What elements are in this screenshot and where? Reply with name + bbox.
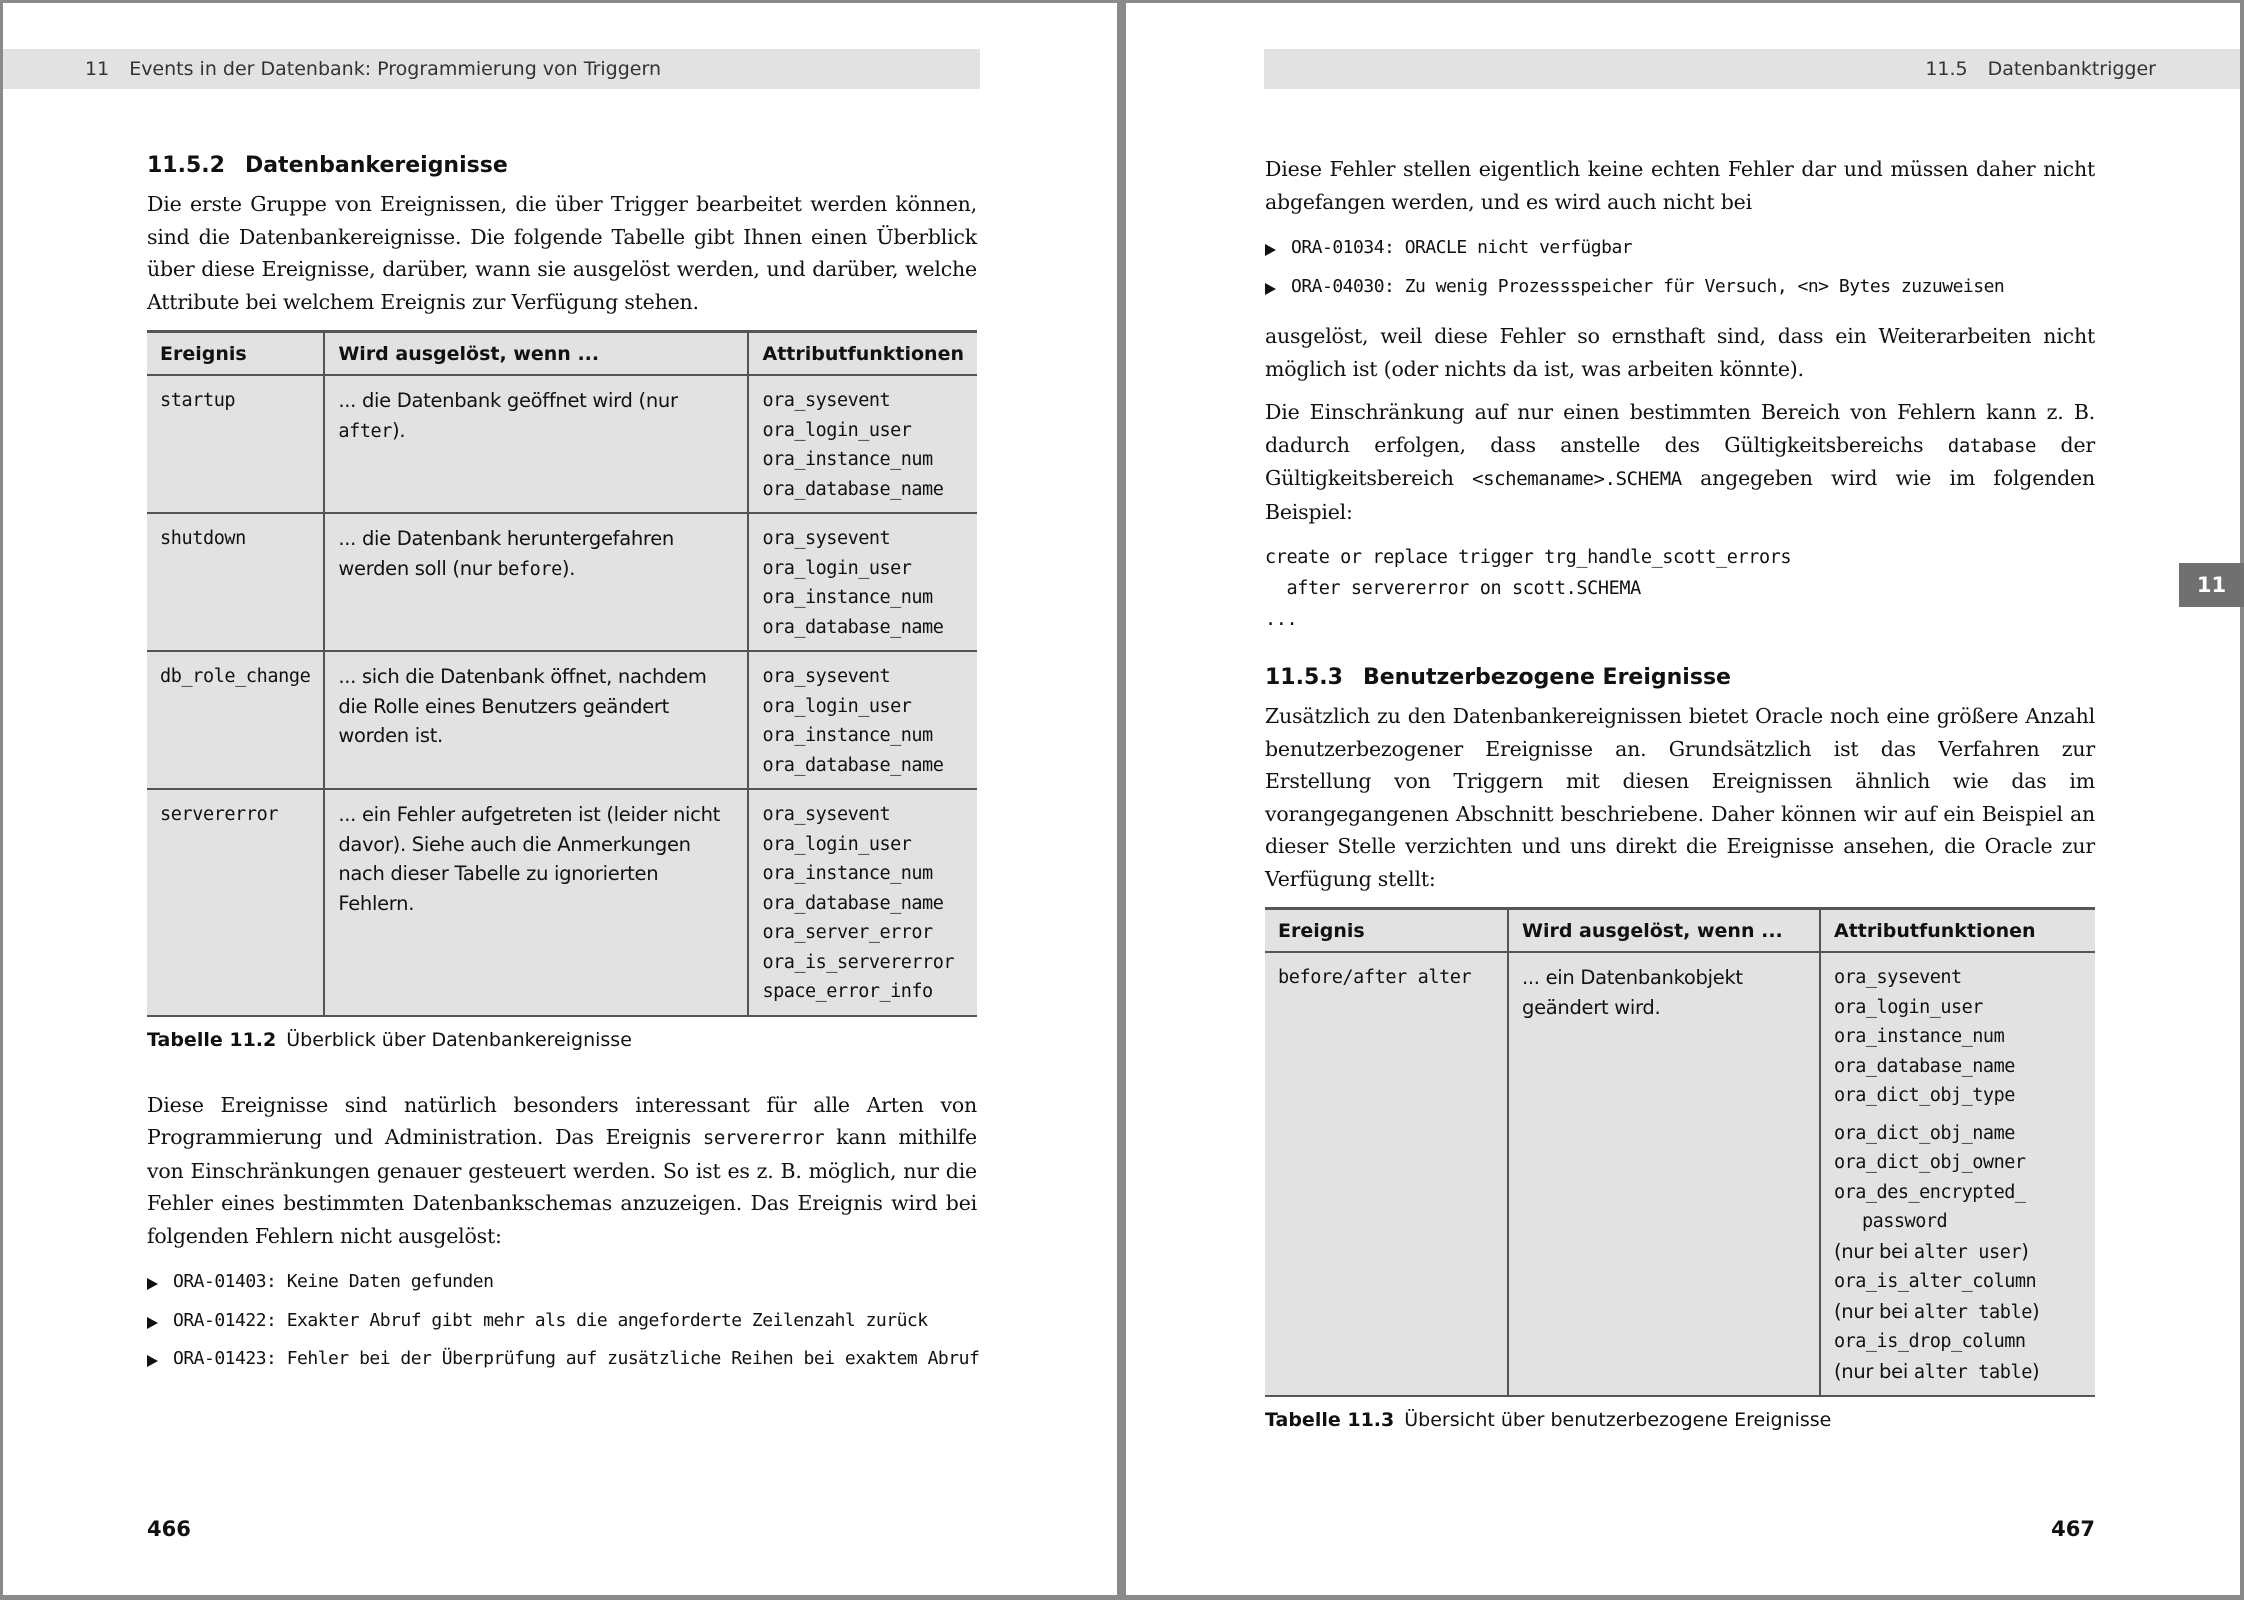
inline-code: servererror [702, 1127, 825, 1149]
description-cell: ... sich die Datenbank öffnet, nachdem die Rolle eines Benutzers geändert worden ist. [324, 651, 748, 789]
description-cell [324, 513, 748, 651]
attribute-item: ora_sysevent [762, 666, 891, 687]
note-code: alter table [1913, 1361, 2032, 1383]
attribute-item: ora_login_user [1834, 996, 1983, 1018]
attribute-item: ora_instance_num [1834, 1026, 2005, 1047]
attribute-item: ora_dict_obj_name [1834, 1122, 2015, 1144]
error-list [147, 1263, 980, 1379]
page-number: 467 [2051, 1517, 2095, 1541]
user-events-table [1265, 907, 2095, 1397]
attribute-item: ora_database_name [762, 478, 944, 500]
attributes-cell [748, 513, 977, 651]
attributes-cell [748, 789, 977, 1016]
attribute-item: ora_dict_obj_type [1834, 1085, 2015, 1106]
left-content [147, 153, 980, 1393]
body-paragraph: Zusätzlich zu den Datenbankereignissen bietet Oracle noch eine größere Anzahl benutzerbezogener Ereignisse an. Grundsätzlich ist das Verfahren zur Erstellung von Triggern mit diesen Ereignissen ähnlich wie das im vorangegangenen Abschnitt beschriebene. Daher können wir auf ein Beispiel an dieser Stelle verzichten und uns direkt die Ereignisse ansehen, die Oracle zur Verfügung stellt: [1265, 704, 2095, 891]
attribute-item: ora_database_name [762, 616, 944, 638]
list-item: ORA-01422: Exakter Abruf gibt mehr als die angeforderte Zeilenzahl zurück [147, 1302, 977, 1341]
table-header-cell: Ereignis [147, 332, 324, 376]
attribute-item: ora_instance_num [762, 863, 933, 884]
section-heading [1265, 665, 2095, 690]
attribute-note [1834, 1357, 2082, 1388]
table-row [147, 651, 977, 789]
attribute-item: ora_login_user [762, 557, 912, 579]
attribute-item: ora_is_servererror [762, 951, 954, 973]
section-heading [147, 153, 977, 178]
table-row [1265, 952, 2095, 1396]
chapter-number: 11 [85, 58, 110, 80]
caption-text: Überblick über Datenbankereignisse [286, 1028, 632, 1051]
table-header-cell: Ereignis [1265, 909, 1508, 953]
attribute-item: space_error_info [762, 981, 933, 1002]
right-content [1265, 153, 2095, 1431]
running-header [3, 49, 980, 89]
note-text: (nur bei [1834, 1359, 1914, 1383]
attribute-item: ora_sysevent [762, 528, 891, 549]
desc-text: ... die Datenbank geöffnet wird (nur [338, 389, 678, 412]
table-row [147, 789, 977, 1016]
attribute-item: ora_dict_obj_owner [1834, 1152, 2026, 1173]
body-paragraph: Diese Fehler stellen eigentlich keine echten Fehler dar und müssen daher nicht abgefangen werden, und es wird auch nicht bei [1265, 157, 2095, 214]
right-page [1126, 3, 2240, 1595]
attribute-item: ora_sysevent [1834, 967, 1962, 988]
attribute-item: ora_server_error [762, 922, 933, 943]
description-cell: ... ein Fehler aufgetreten ist (leider nicht davor). Siehe auch die Anmerkungen nach dieser Tabelle zu ignorierten Fehlern. [324, 789, 748, 1016]
attribute-item: ora_login_user [762, 695, 912, 717]
attribute-item: ora_login_user [762, 833, 912, 855]
paragraph-text: Die Einschränkung auf nur einen bestimmten Bereich von Fehlern kann z. B. dadurch erfolgen, dass anstelle des Gültigkeitsbereichs [1265, 400, 2095, 457]
note-text: ) [2031, 1359, 2040, 1383]
body-paragraph [147, 1089, 977, 1253]
section-title: Benutzerbezogene Ereignisse [1362, 665, 1731, 690]
attribute-item: ora_des_encrypted_ [1834, 1181, 2026, 1203]
caption-label: Tabelle 11.2 [147, 1028, 277, 1051]
list-item: ORA-01034: ORACLE nicht verfügbar [1265, 229, 2095, 268]
attribute-item: ora_sysevent [762, 390, 891, 411]
section-title: Datenbankereignisse [244, 153, 508, 178]
table-header-cell: Attributfunktionen [1820, 909, 2095, 953]
database-events-table [147, 330, 977, 1017]
event-cell: startup [147, 375, 324, 513]
attribute-note [1834, 1297, 2082, 1328]
attribute-item: ora_database_name [1834, 1055, 2015, 1077]
list-item: ORA-04030: Zu wenig Prozessspeicher für Versuch, <n> Bytes zuzuweisen [1265, 268, 2095, 307]
desc-text: ... die Datenbank heruntergefahren werden soll (nur [338, 527, 674, 580]
note-code: alter table [1913, 1301, 2032, 1323]
section-title: Datenbanktrigger [1987, 58, 2156, 80]
attribute-item: ora_database_name [762, 892, 944, 914]
note-text: (nur bei [1834, 1299, 1914, 1323]
note-text: ) [2021, 1239, 2029, 1263]
inline-code: database [1947, 434, 2037, 457]
section-number: 11.5 [1925, 58, 1968, 80]
desc-code: before [497, 558, 562, 580]
code-listing: create or replace trigger trg_handle_scott_errors after servererror on scott.SCHEMA ... [1265, 547, 1792, 630]
note-code: alter user [1913, 1241, 2022, 1263]
table-header-cell: Attributfunktionen [748, 332, 977, 376]
attribute-item: ora_login_user [762, 419, 912, 441]
paragraph-text: der Gültigkeitsbereich [1265, 432, 2095, 490]
chapter-title: Events in der Datenbank: Programmierung von Triggern [129, 58, 661, 80]
attribute-item: password [1862, 1211, 1948, 1232]
note-text: (nur bei [1834, 1239, 1914, 1263]
paragraph-text: angegeben wird wie im folgenden Beispiel: [1265, 466, 2095, 524]
attribute-item: ora_instance_num [762, 587, 933, 608]
table-header-cell: Wird ausgelöst, wenn ... [324, 332, 748, 376]
table-row [147, 375, 977, 513]
attributes-cell [748, 651, 977, 789]
error-list [1265, 229, 2095, 306]
list-item: ORA-01423: Fehler bei der Überprüfung auf zusätzliche Reihen bei exaktem Abruf [147, 1340, 977, 1379]
body-paragraph: ausgelöst, weil diese Fehler so ernsthaft sind, dass ein Weiterarbeiten nicht möglich ist (oder nichts da ist, was arbeiten könnte). [1265, 324, 2095, 381]
desc-code: after [338, 420, 393, 442]
inline-code: <schemaname>.SCHEMA [1472, 468, 1682, 490]
paragraph-text: Diese Ereignisse sind natürlich besonders interessant für alle Arten von Programmierung und Administration. Das Ereignis [147, 1092, 977, 1149]
attributes-cell [748, 375, 977, 513]
attribute-item: ora_instance_num [762, 449, 933, 470]
table-caption [147, 1029, 977, 1051]
table-header-row [147, 332, 977, 376]
intro-paragraph: Die erste Gruppe von Ereignissen, die über Trigger bearbeitet werden können, sind die Datenbankereignisse. Die folgende Tabelle gibt Ihnen einen Überblick über diese Ereignisse, darüber, wann sie ausgelöst werden, und darüber, welche Attribute bei welchem Ereignis zur Verfügung stehen. [147, 192, 977, 314]
event-cell: db_role_change [147, 651, 324, 789]
attribute-note [1834, 1237, 2082, 1268]
attributes-cell [1820, 952, 2095, 1396]
running-header [1264, 49, 2240, 89]
description-cell [324, 375, 748, 513]
table-caption [1265, 1409, 2095, 1431]
attribute-item: ora_is_alter_column [1834, 1271, 2037, 1292]
caption-label: Tabelle 11.3 [1265, 1409, 1395, 1431]
description-cell: ... ein Datenbankobjekt geändert wird. [1508, 952, 1820, 1396]
body-paragraph [1265, 396, 2095, 528]
attribute-item: ora_database_name [762, 754, 944, 776]
left-page [3, 3, 1117, 1595]
section-number: 11.5.2 [147, 153, 225, 178]
note-text: ) [2031, 1299, 2040, 1323]
desc-text: ). [392, 418, 406, 442]
desc-text: ). [561, 556, 576, 580]
paragraph-text: kann mithilfe von Einschränkungen genauer gesteuert werden. So ist es z. B. möglich, nur die Fehler eines bestimmten Datenbankschemas anzuzeigen. Das Ereignis wird bei folgenden Fehlern nicht ausgelöst: [147, 1125, 977, 1248]
table-header-cell: Wird ausgelöst, wenn ... [1508, 909, 1820, 953]
chapter-thumb-tab: 11 [2179, 563, 2244, 607]
event-cell: servererror [147, 789, 324, 1016]
caption-text: Übersicht über benutzerbezogene Ereignisse [1404, 1409, 1832, 1431]
attribute-item: ora_sysevent [762, 804, 891, 825]
list-item: ORA-01403: Keine Daten gefunden [147, 1263, 977, 1302]
section-number: 11.5.3 [1265, 665, 1343, 690]
page-number: 466 [147, 1517, 191, 1541]
attribute-item: ora_is_drop_column [1834, 1331, 2026, 1352]
table-row [147, 513, 977, 651]
table-header-row [1265, 909, 2095, 953]
event-cell: before/after alter [1265, 952, 1508, 1396]
event-cell: shutdown [147, 513, 324, 651]
attribute-item: ora_instance_num [762, 725, 933, 746]
